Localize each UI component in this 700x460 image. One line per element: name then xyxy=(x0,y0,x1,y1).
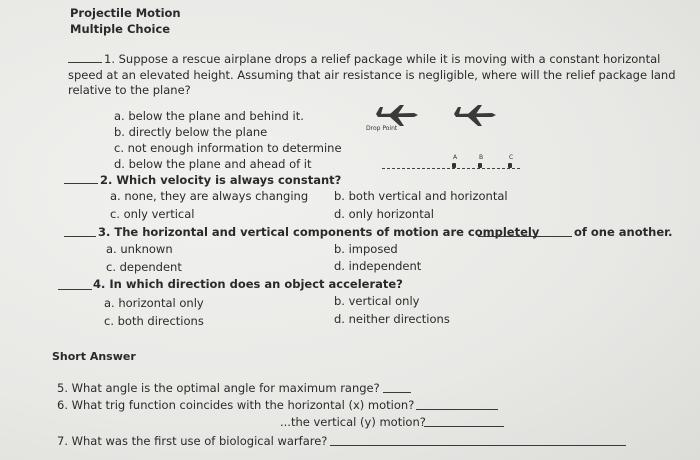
answer-blank-q7[interactable] xyxy=(330,445,626,446)
answer-blank-q3[interactable] xyxy=(64,236,96,237)
q6-text: 6. What trig function coincides with the horizontal (x) motion? xyxy=(57,398,415,412)
q2-option-d: d. only horizontal xyxy=(334,207,434,221)
landing-point-a-label: A xyxy=(453,154,458,161)
q3-fill-in-blank[interactable] xyxy=(478,236,572,237)
airplane-icon xyxy=(452,104,498,128)
ground-line xyxy=(382,168,520,169)
q3-option-d: d. independent xyxy=(334,259,422,273)
answer-blank-q2[interactable] xyxy=(64,183,98,184)
q1-option-b: b. directly below the plane xyxy=(114,125,268,139)
q1-text-line3: relative to the plane? xyxy=(68,83,191,97)
q3-text: 3. The horizontal and vertical components of motion are completely xyxy=(98,225,540,239)
landing-point-a-marker xyxy=(452,163,456,168)
q2-option-a: a. none, they are always changing xyxy=(110,189,309,203)
q3-option-b: b. imposed xyxy=(334,242,398,256)
figure-drop-point-label: Drop Point xyxy=(366,125,398,132)
q5-text: 5. What angle is the optimal angle for maximum range? xyxy=(57,381,380,395)
q6-vertical-text: ...the vertical (y) motion? xyxy=(280,415,426,429)
q7-text: 7. What was the first use of biological warfare? xyxy=(57,434,328,448)
q1-text-line2: speed at an elevated height. Assuming that air resistance is negligible, where will the relief package land xyxy=(68,68,676,82)
q3-option-c: c. dependent xyxy=(106,260,182,274)
answer-blank-q1[interactable] xyxy=(68,62,102,63)
q1-option-c: c. not enough information to determine xyxy=(114,141,342,155)
q4-option-c: c. both directions xyxy=(104,314,204,328)
q2-option-c: c. only vertical xyxy=(110,207,195,221)
q1-option-a: a. below the plane and behind it. xyxy=(114,109,304,123)
answer-blank-q5[interactable] xyxy=(383,392,411,393)
q2-text: 2. Which velocity is always constant? xyxy=(100,173,342,187)
q2-option-b: b. both vertical and horizontal xyxy=(334,189,508,203)
q4-option-a: a. horizontal only xyxy=(104,296,204,310)
landing-point-c-marker xyxy=(508,163,512,168)
landing-point-b-label: B xyxy=(479,154,484,161)
q4-option-d: d. neither directions xyxy=(334,312,450,326)
section-heading-multiple-choice: Multiple Choice xyxy=(70,22,171,36)
q1-text-line1: 1. Suppose a rescue airplane drops a relief package while it is moving with a constant horizontal xyxy=(104,52,661,66)
q1-option-d: d. below the plane and ahead of it xyxy=(114,157,312,171)
q3-tail-text: of one another. xyxy=(574,225,673,239)
answer-blank-q4[interactable] xyxy=(58,289,92,290)
section-heading-short-answer: Short Answer xyxy=(52,350,136,363)
q4-text: 4. In which direction does an object accelerate? xyxy=(93,277,403,291)
answer-blank-q6-vertical[interactable] xyxy=(424,426,504,427)
q3-option-a: a. unknown xyxy=(106,242,173,256)
landing-point-b-marker xyxy=(478,163,482,168)
answer-blank-q6-horizontal[interactable] xyxy=(416,409,498,410)
page-title: Projectile Motion xyxy=(70,6,181,20)
landing-point-c-label: C xyxy=(509,154,514,161)
q4-option-b: b. vertical only xyxy=(334,294,420,308)
